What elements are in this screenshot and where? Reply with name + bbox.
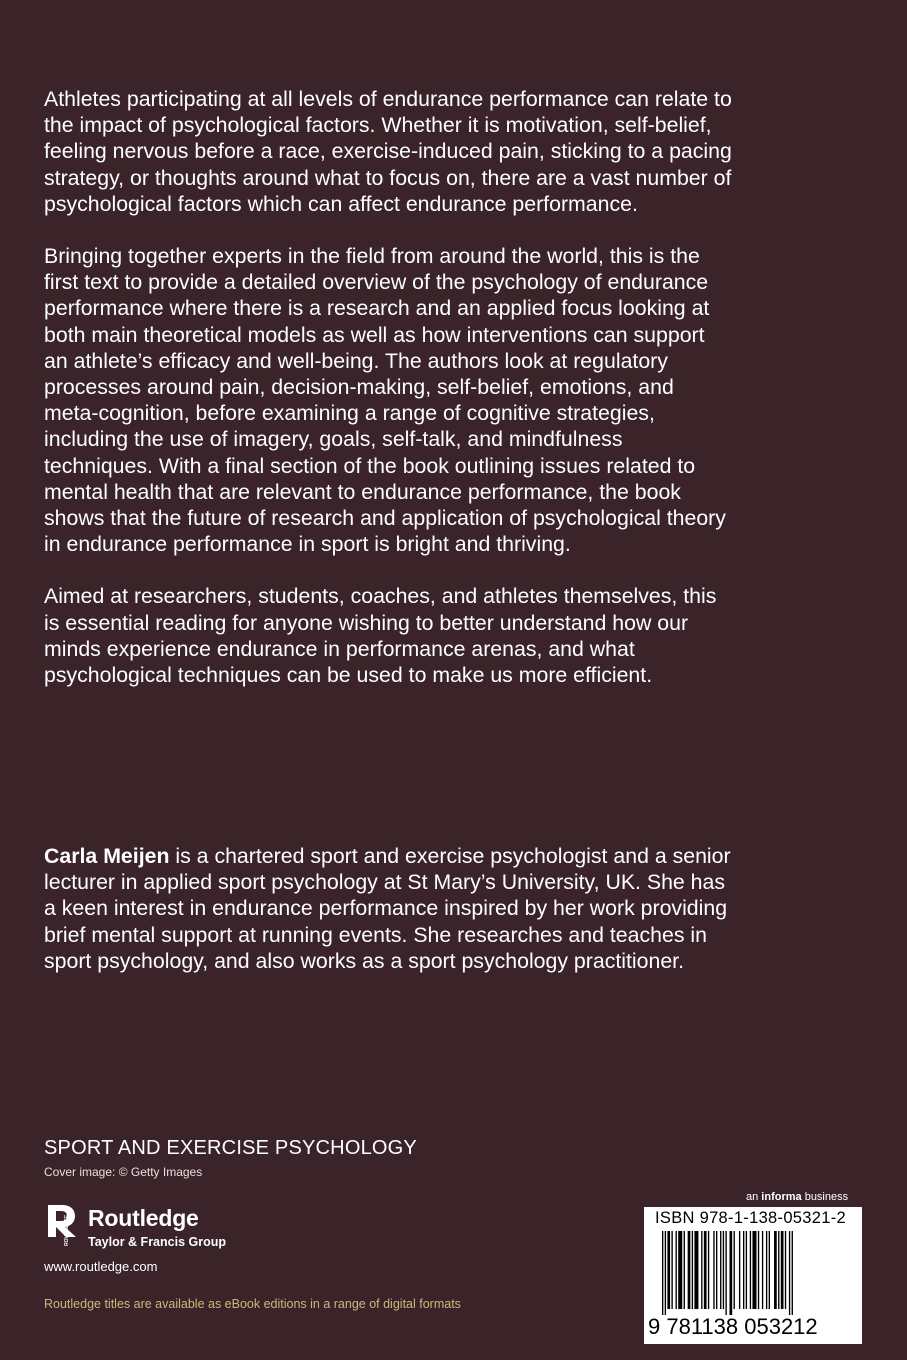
barcode-bar [730, 1231, 733, 1315]
barcode-bar [694, 1231, 698, 1309]
informa-suffix: business [801, 1191, 849, 1203]
barcode-bar [684, 1231, 685, 1309]
barcode-bar [692, 1231, 693, 1309]
ebook-note: Routledge titles are available as eBook editions in a range of digital formats [44, 1297, 461, 1311]
blurb-paragraph-2: Bringing together experts in the field from around the world, this is the first text to provide a detailed overview of the psychology of endurance performance where there is a research and an applied focus looking at both main theoretical models as well as how interventions can support an athlete’s efficacy and well-being. The authors look at regulatory processes around pain, decision-making, self-belief, emotions, and meta-cognition, before examining a range of cognitive strategies, including the use of imagery, goals, self-talk, and mindfulness techniques. With a final section of the book outlining issues related to mental health that are relevant to endurance performance, the book shows that the future of research and application of psychological theory in endurance performance in sport is bright and thriving. [44, 244, 726, 557]
barcode-bar [774, 1231, 777, 1309]
barcode-digits: 9 781138 053212 [648, 1314, 818, 1339]
blurb-paragraph-1: Athletes participating at all levels of endurance performance can relate to the impact of psychological factors. Whether it is motivation, self-belief, feeling nervous before a race, exercise-induced pain, sticking to a pacing strategy, or thoughts around what to focus on, there are a vast number of psychological factors which can affect endurance performance. [44, 87, 732, 216]
barcode-bar [789, 1231, 790, 1315]
isbn-label: ISBN 978-1-138-05321-2 [655, 1209, 846, 1227]
publisher-name: Routledge [88, 1205, 199, 1231]
barcode-bar [739, 1231, 740, 1309]
series-title: SPORT AND EXERCISE PSYCHOLOGY [44, 1137, 417, 1159]
barcode-bars [644, 1231, 862, 1315]
barcode-bar [743, 1231, 744, 1309]
barcode-bar [725, 1231, 726, 1315]
barcode-bar [704, 1231, 707, 1309]
barcode-bar [785, 1231, 786, 1309]
publisher-group: Taylor & Francis Group [88, 1235, 226, 1249]
barcode-bar [734, 1231, 735, 1309]
back-cover-blurb [44, 86, 734, 714]
author-name: Carla Meijen [44, 844, 170, 868]
author-bio [44, 843, 734, 974]
barcode-bar [662, 1231, 663, 1315]
author-bio-text: is a chartered sport and exercise psychologist and a senior lecturer in applied sport psychology at St Mary’s University, UK. She has a keen interest in endurance performance inspired by her work providing brief mental support at running events. She researches and teaches in sport psychology, and also works as a sport psychology practitioner. [44, 844, 731, 973]
barcode-bar [723, 1231, 724, 1309]
barcode-bar [758, 1231, 759, 1309]
barcode-bar [781, 1231, 784, 1309]
isbn-barcode [644, 1207, 862, 1344]
logo-vertical-text: ROUTLEDGE [64, 1214, 70, 1246]
barcode-bar [701, 1231, 702, 1309]
informa-brand: informa [761, 1191, 802, 1203]
barcode-bar [746, 1231, 747, 1309]
publisher-logo [44, 1203, 264, 1255]
informa-tagline [746, 1191, 848, 1203]
barcode-bar [665, 1231, 666, 1315]
barcode-bar [778, 1231, 779, 1309]
barcode-bar [792, 1231, 793, 1315]
barcode-bar [676, 1231, 677, 1309]
informa-prefix: an [746, 1191, 762, 1203]
blurb-paragraph-3: Aimed at researchers, students, coaches, and athletes themselves, this is essential reading for anyone wishing to better understand how our minds experience endurance in performance arenas, and what psychological techniques can be used to make us more efficient. [44, 584, 717, 688]
routledge-logo-icon [44, 1203, 78, 1255]
barcode-bar [708, 1231, 709, 1309]
barcode-bar [716, 1231, 717, 1309]
barcode-bar [752, 1231, 756, 1309]
barcode-bar [762, 1231, 763, 1309]
barcode-bar [720, 1231, 721, 1309]
barcode-bar [671, 1231, 672, 1309]
barcode-bar [678, 1231, 682, 1309]
barcode-bar [713, 1231, 714, 1309]
barcode-bar [750, 1231, 751, 1309]
publisher-url[interactable]: www.routledge.com [44, 1259, 158, 1274]
barcode-bar [769, 1231, 770, 1309]
barcode-bar [766, 1231, 767, 1309]
cover-credit: Cover image: © Getty Images [44, 1165, 203, 1179]
barcode-bar [667, 1231, 670, 1309]
barcode-bar [688, 1231, 691, 1309]
